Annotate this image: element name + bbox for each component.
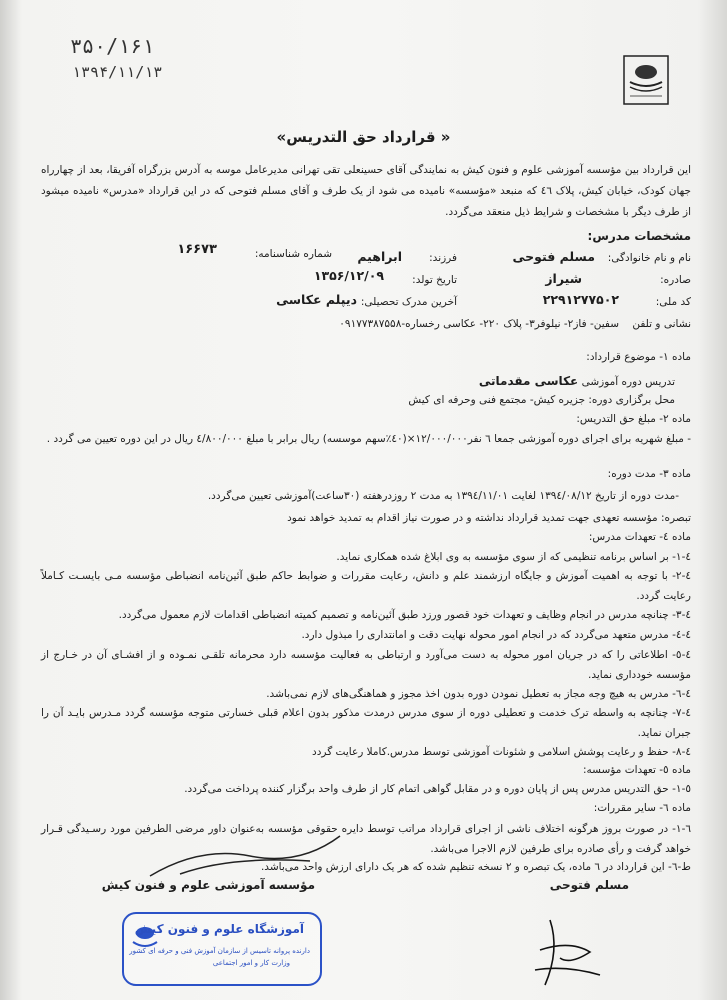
degree-label: آخرین مدرک تحصیلی:	[360, 296, 457, 308]
address-label: نشانی و تلفن	[632, 318, 691, 330]
contract-intro: این قرارداد بین مؤسسه آموزشی علوم و فنون کیش به نمایندگی آقای حسینعلی تقی تهرانی مدیرعامل موسه به آدرس بزرگراه آفریقا، بعد از چهارراه جهان کودک، خیابان کیش، پلاک ٤٦ که منبعد «مؤسسه» نامیده می شود از یک طرف و آقای مسلم فتوحی که در این قرارداد «مدرس» نامیده میشود از طرف دیگر با مشخصات و شرایط ذیل منعقد می‌گردد.	[41, 164, 691, 218]
contract-title: « قرارداد حق التدریس»	[276, 128, 451, 146]
degree: دیپلم عکاسی	[276, 292, 357, 307]
article-2-text: - مبلغ شهریه برای اجرای دوره آموزشی جمعا ٦ نفر۱۲/۰۰۰/۰۰۰×(٤۰٪سهم موسسه) ریال برابر با مبلغ ٤/۸۰۰/۰۰۰ ریال در این دوره تعیین می گردد .	[46, 433, 691, 445]
article-6-title: ماده ٦- سایر مقررات:	[593, 802, 691, 814]
handwritten-letter-date: ۱۳۹۴/۱۱/۱۳	[72, 63, 163, 81]
national-code: ۲۲۹۱۲۷۷۵۰۲	[542, 292, 619, 307]
course-name: عکاسی مقدماتی	[478, 374, 579, 388]
article-1-item-2: محل برگزاری دوره: جزیره کیش- مجتمع فنی وحرفه ای کیش	[408, 394, 675, 406]
article-4-item-2: ٤-۲- با توجه به اهمیت آموزش و جایگاه ارزشمند علم و دانش، رعایت مقررات و ضوابط حاکم طبق آئین‌نامه انضباطی مؤسسه مـی بایسـت کـاملاً رعایت گردد.	[41, 570, 691, 602]
article-1-item-1	[479, 374, 675, 388]
article-4-title: ماده ٤- تعهدات مدرس:	[588, 531, 691, 543]
article-6-item-1: ٦-۱- در صورت بروز هرگونه اختلاف ناشی از اجرای قرارداد مراتب توسط دایره حقوقی مؤسسه به‌عنوان داور مرضی الطرفین مورد رسـیدگی قـرار خواهد گرفت و رأی صادره برای طرفین لازم الاجرا می‌باشد.	[41, 823, 691, 855]
article-4-item-7: ٤-۷- چنانچه به واسطه ترک خدمت و تعطیلی دوره از سوی مدرس درمدت مذکور بدون اعلام قبلی خسارتی متوجه مؤسسه گردد مـدرس بایـد آن را جبران نماید.	[41, 707, 691, 739]
father-label: فرزند:	[429, 252, 457, 264]
teacher-signature-scribble	[530, 910, 620, 995]
id-label: شماره شناسنامه:	[254, 248, 332, 260]
article-4-item-6: ٤-٦- مدرس به هیچ وجه مجاز به تعطیل نمودن دوره بدون اخذ مجوز و هماهنگی‌های لازم نمی‌باشد.	[266, 688, 691, 700]
national-code-label: کد ملی:	[655, 296, 691, 308]
article-6-item-2: ط-٦- این قرارداد در ٦ ماده، یک تبصره و ۲ نسخه تنظیم شده که هر یک دارای ارزش واحد می‌باشد.	[260, 861, 691, 873]
id-number: ۱۶۶۷۳	[177, 242, 217, 257]
article-1-item-1-label: تدریس دوره آموزشی	[581, 376, 675, 388]
article-5-title: ماده ٥- تعهدات مؤسسه:	[583, 764, 691, 776]
stamp-title: آموزشگاه علوم و فنون کیش	[134, 922, 304, 936]
article-2-title: ماده ۲- مبلغ حق التدریس:	[576, 413, 691, 425]
issued-label: صادره:	[660, 274, 691, 286]
teacher-heading: مشخصات مدرس:	[587, 229, 691, 243]
article-4-item-4: ٤-٤- مدرس متعهد می‌گردد که در انجام امور محوله نهایت دقت و امانتداری را مبذول دارد.	[301, 629, 691, 641]
handwritten-letter-number: ۳۵۰/۱۶۱	[70, 34, 155, 58]
institute-logo-icon	[620, 52, 672, 108]
birth-label: تاریخ تولد:	[412, 274, 457, 286]
teacher-signature-label: مسلم فتوحی	[549, 878, 629, 892]
institute-signature-label: مؤسسه آموزشی علوم و فنون کیش	[101, 878, 315, 892]
institute-signature-scribble	[140, 826, 370, 886]
article-4-item-8: ٤-۸- حفظ و رعایت پوشش اسلامی و شئونات آموزشی توسط مدرس.کاملا رعایت گردد	[312, 746, 691, 758]
stamp-line-2: وزارت کار و امور اجتماعی	[212, 959, 290, 967]
father-name: ابراهیم	[357, 249, 402, 264]
article-4-item-3: ٤-۳- چنانچه مدرس در انجام وظایف و تعهدات خود قصور ورزد طبق آئین‌نامه و تصمیم کمیته انضباطی اقدامات لازم معمول می‌گردد.	[118, 609, 691, 621]
article-4-item-5: ٤-٥- اطلاعاتی را که در جریان امور محوله به دست می‌آورد و ارتباطی به فعالیت مؤسسه دارد محرمانه تلقـی نمـوده و از افشـای آن در خـارج از مؤسسه خودداری نماید.	[41, 649, 691, 681]
contract-note: تبصره: مؤسسه تعهدی جهت تمدید قرارداد نداشته و در صورت نیاز اقدام به تمدید خواهد نمود	[287, 512, 691, 524]
article-3-title: ماده ۳- مدت دوره:	[607, 468, 691, 480]
article-5-item: ٥-۱- حق التدریس مدرس پس از پایان دوره و در مقابل گواهی اتمام کار از طرف واحد برگزار کننده پرداخت می‌گردد.	[184, 783, 691, 795]
article-1-title: ماده ۱- موضوع قرارداد:	[586, 351, 691, 363]
name-label: نام و نام خانوادگی:	[607, 252, 691, 264]
birth-date: ۱۳۵۶/۱۲/۰۹	[313, 268, 384, 283]
teacher-name: مسلم فتوحی	[512, 249, 595, 264]
article-4-item-1: ٤-۱- بر اساس برنامه تنظیمی که از سوی مؤسسه به وی ابلاغ شده همکاری نماید.	[336, 551, 691, 563]
stamp-line-1: دارنده پروانه تاسیس از سازمان آموزش فنی و حرفه ای کشور	[129, 947, 310, 955]
issued-city: شیراز	[545, 271, 582, 286]
institute-stamp	[122, 912, 322, 986]
address: سفین- فاز۲- نیلوفر۳- پلاک ۲۲۰- عکاسی رخساره-۰۹۱۷۷۳۸۷۵۵۸	[339, 318, 619, 330]
article-3-text: -مدت دوره از تاریخ ۱۳۹٤/۰۸/۱۲ لغایت ۱۳۹٤/۱۱/۰۱ به مدت ۲ روزدرهفته (۳۰ساعت)آموزشی تعیین می‌گردد.	[207, 490, 679, 502]
